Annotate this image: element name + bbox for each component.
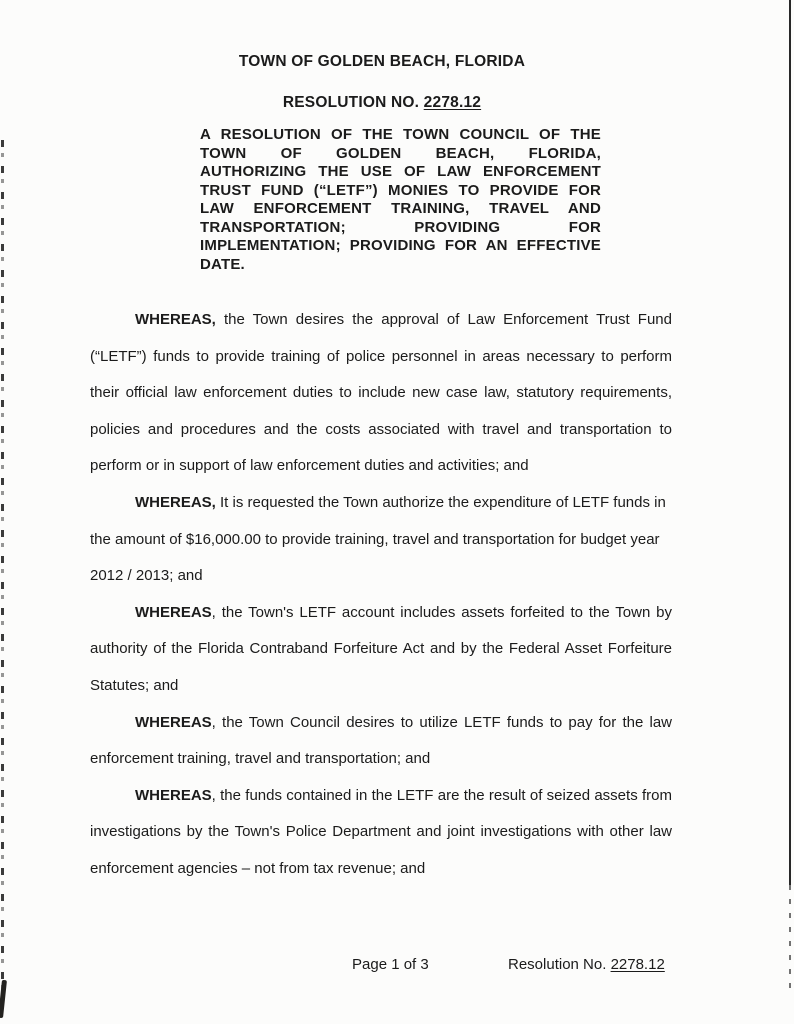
scan-artifact-left-edge: [1, 140, 4, 1010]
document-org-title: TOWN OF GOLDEN BEACH, FLORIDA: [238, 53, 526, 70]
scan-artifact-right-edge: [789, 0, 791, 885]
paragraph-text: the Town desires the approval of Law Enforcement Trust Fund (“LETF”) funds to provide training of police personnel in areas necessary to perform their official law enforcement duties to include new case law, statutory requirements, policies and procedures and the costs associated with travel and transportation to perform or in support of law enforcement duties and activities; and: [90, 311, 672, 475]
whereas-paragraph: [90, 485, 672, 595]
body-paragraphs: [90, 302, 672, 888]
whereas-keyword: WHEREAS: [135, 786, 212, 804]
whereas-paragraph: [90, 778, 672, 888]
whereas-keyword: WHEREAS,: [135, 493, 216, 511]
resolution-prefix: RESOLUTION NO.: [282, 94, 424, 111]
scan-artifact-right-edge-dots: [789, 885, 791, 995]
resolution-number: 2278.12: [423, 94, 482, 111]
whereas-paragraph: [90, 595, 672, 705]
whereas-paragraph: [90, 705, 672, 778]
whereas-keyword: WHEREAS,: [135, 311, 216, 328]
footer-resolution-line: [508, 956, 674, 973]
paragraph-text: , the funds contained in the LETF are the result of seized assets from investigations by the Town's Police Department and joint investigations with other law enforcement agencies – not from tax revenue; and: [90, 786, 672, 877]
footer-resolution-number: 2278.12: [610, 956, 665, 973]
whereas-keyword: WHEREAS: [135, 713, 212, 731]
whereas-keyword: WHEREAS: [135, 603, 212, 621]
resolution-number-line: [90, 94, 674, 112]
whereas-paragraph: [90, 302, 672, 485]
paragraph-text: , the Town Council desires to utilize LETF funds to pay for the law enforcement training, travel and transportation; and: [90, 713, 672, 768]
scan-artifact-bottom-left-mark: [0, 980, 7, 1018]
footer-resolution-prefix: Resolution No.: [508, 956, 611, 973]
resolution-title-block: A RESOLUTION OF THE TOWN COUNCIL OF THE TOWN OF GOLDEN BEACH, FLORIDA, AUTHORIZING THE USE OF LAW ENFORCEMENT TRUST FUND (“LETF”) MONIES TO PROVIDE FOR LAW ENFORCEMENT TRAINING, TRAVEL AND TRANSPORTATION; PROVIDING FOR IMPLEMENTATION; PROVIDING FOR AN EFFECTIVE DATE.: [200, 126, 601, 273]
paragraph-text: , the Town's LETF account includes assets forfeited to the Town by authority of the Florida Contraband Forfeiture Act and by the Federal Asset Forfeiture Statutes; and: [90, 603, 672, 694]
paragraph-text: It is requested the Town authorize the expenditure of LETF funds in the amount of $16,000.00 to provide training, travel and transportation for budget year 2012 / 2013; and: [90, 493, 666, 585]
footer-page-number: Page 1 of 3: [352, 956, 429, 973]
